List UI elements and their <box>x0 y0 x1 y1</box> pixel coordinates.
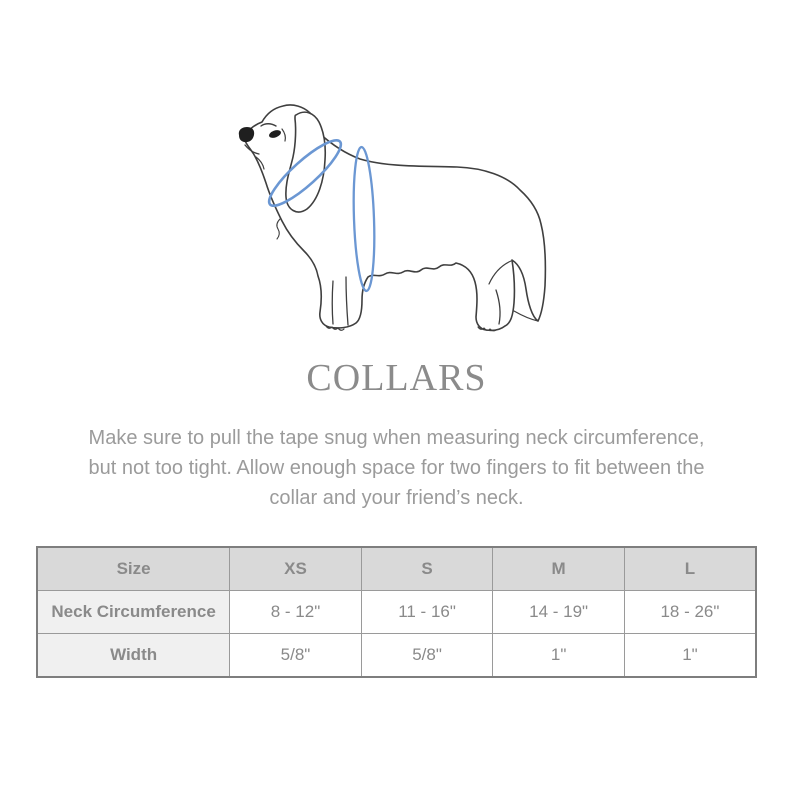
dog-eye-fold-line <box>282 129 285 141</box>
size-s-header: S <box>361 547 493 591</box>
measuring-instructions: Make sure to pull the tape snug when measuring neck circumference, but not too tight. Allow enough space for two fingers to fit between the collar and your friend’s neck. <box>88 427 705 509</box>
dog-nose <box>239 127 254 142</box>
dog-brow-line <box>261 124 276 126</box>
dog-eye <box>268 129 282 140</box>
neck-circumference-label: Neck Circumference <box>37 591 230 634</box>
neck-value-s: 11 - 16" <box>361 591 493 634</box>
table-row-width <box>37 634 756 678</box>
width-value-s: 5/8" <box>361 634 493 678</box>
size-header-cell: Size <box>37 547 230 591</box>
neck-value-m: 14 - 19" <box>493 591 625 634</box>
size-m-header: M <box>493 547 625 591</box>
size-xs-header: XS <box>230 547 362 591</box>
width-label: Width <box>37 634 230 678</box>
front-leg-inner-line <box>332 281 333 324</box>
width-value-l: 1" <box>624 634 756 678</box>
chest-fur-squiggle <box>277 219 280 239</box>
table-row-neck-circumference <box>37 591 756 634</box>
page-title: COLLARS <box>306 357 487 399</box>
dog-body-outline <box>244 105 545 331</box>
collar-size-table <box>36 546 757 678</box>
width-value-xs: 5/8" <box>230 634 362 678</box>
width-value-m: 1" <box>493 634 625 678</box>
size-l-header: L <box>624 547 756 591</box>
neck-value-xs: 8 - 12" <box>230 591 362 634</box>
dog-illustration <box>212 93 572 353</box>
size-table-header-row <box>37 547 756 591</box>
dog-face-fills <box>239 127 282 142</box>
dog-outline-svg <box>212 93 572 353</box>
front-leg-inner-line-2 <box>346 277 348 325</box>
neck-value-l: 18 - 26" <box>624 591 756 634</box>
hind-hock-line <box>496 290 500 324</box>
thigh-line <box>489 261 511 284</box>
girth-tape-loop <box>351 147 376 292</box>
